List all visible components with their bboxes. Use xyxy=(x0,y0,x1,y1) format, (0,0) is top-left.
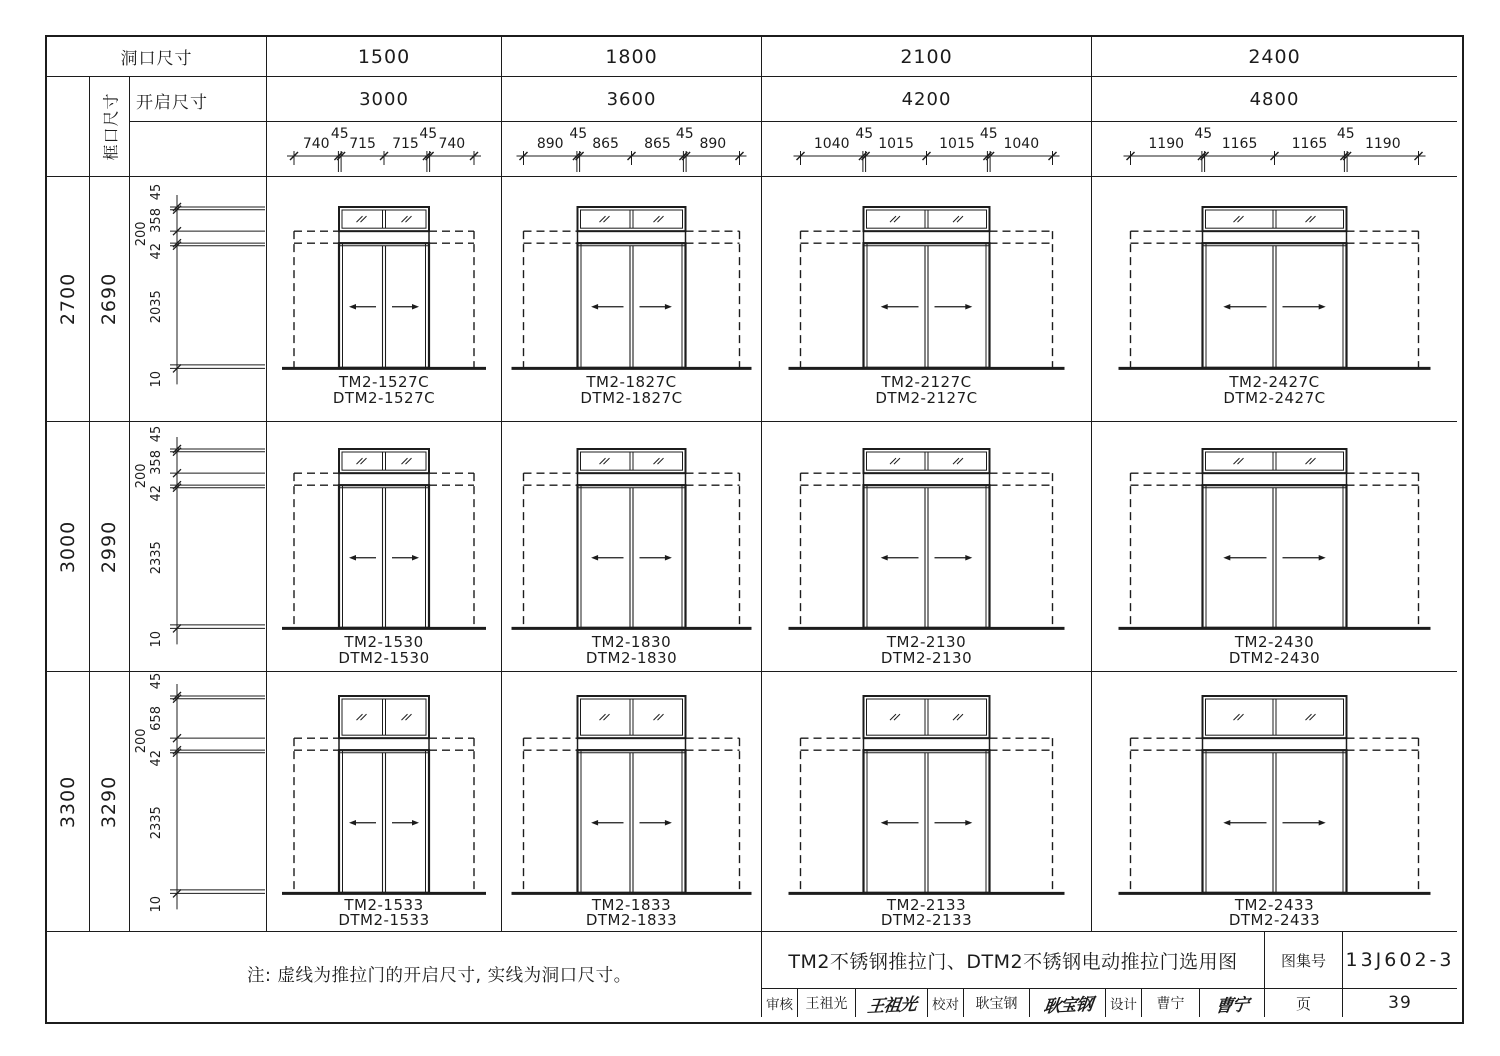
width-dim-drawing xyxy=(1092,122,1457,176)
open-value: 4200 xyxy=(901,88,952,110)
svg-text:10: 10 xyxy=(149,370,164,388)
door-cell xyxy=(502,422,762,672)
drawing-title xyxy=(762,932,1265,989)
dtm-model-label: DTM2-2430 xyxy=(1228,649,1321,667)
open-size-col-4 xyxy=(1092,77,1457,122)
svg-text:1015: 1015 xyxy=(878,136,914,152)
door-cell xyxy=(502,672,762,932)
dtm-model-label: DTM2-2127C xyxy=(875,389,978,407)
tm-model-label: TM2-2127C xyxy=(881,373,972,391)
hole-value: 2400 xyxy=(1248,45,1301,68)
width-dim-drawing xyxy=(762,122,1091,176)
svg-text:358: 358 xyxy=(149,450,164,475)
hole-size-label: 洞口尺寸 xyxy=(120,49,193,69)
tm-model-label: TM2-1833 xyxy=(591,896,672,914)
door-elevation-drawing xyxy=(267,672,501,931)
svg-text:45: 45 xyxy=(979,126,998,142)
door-cell xyxy=(762,422,1092,672)
row-frame-size xyxy=(47,422,90,672)
proof-signature-text: 耿宝钢 xyxy=(1041,994,1093,1017)
svg-text:45: 45 xyxy=(569,126,588,142)
review-name-text: 王祖光 xyxy=(805,996,848,1012)
review-label xyxy=(762,989,798,1017)
svg-text:10: 10 xyxy=(149,895,164,913)
svg-text:1165: 1165 xyxy=(1221,136,1258,152)
svg-text:45: 45 xyxy=(149,425,164,443)
svg-text:1190: 1190 xyxy=(1148,136,1185,152)
atlas-label-text: 图集号 xyxy=(1280,951,1326,970)
tm-model-label: TM2-2427C xyxy=(1229,373,1320,391)
svg-text:740: 740 xyxy=(302,136,330,152)
tm-model-label: TM2-1827C xyxy=(586,373,677,391)
design-signature-text: 曹宁 xyxy=(1214,994,1250,1017)
review-signature xyxy=(856,989,928,1017)
svg-text:45: 45 xyxy=(675,126,694,142)
review-signature-text: 王祖光 xyxy=(865,994,917,1017)
door-elevation-drawing xyxy=(502,672,761,931)
svg-text:1015: 1015 xyxy=(939,136,975,152)
width-dim-strip-col-1 xyxy=(267,122,502,177)
hole-size-col-4 xyxy=(1092,37,1457,77)
door-cell xyxy=(762,177,1092,422)
proof-name-text: 耿宝钢 xyxy=(975,996,1018,1012)
svg-text:1040: 1040 xyxy=(1003,136,1040,152)
hole-size-col-2 xyxy=(502,37,762,77)
width-dim-drawing xyxy=(267,122,501,176)
row-frame-inner-size xyxy=(90,422,130,672)
frame-inner-value: 3290 xyxy=(98,775,121,828)
note-cell xyxy=(47,932,762,1017)
note-text: 注: 虚线为推拉门的开启尺寸, 实线为洞口尺寸。 xyxy=(247,966,632,986)
atlas-number-label xyxy=(1265,932,1343,989)
hole-value: 1800 xyxy=(605,45,658,68)
svg-text:200: 200 xyxy=(134,463,149,489)
frame-size-value: 3300 xyxy=(57,775,80,828)
sheet-border xyxy=(45,35,1464,1024)
dtm-model-label: DTM2-2427C xyxy=(1223,389,1326,407)
width-dim-strip-col-2 xyxy=(502,122,762,177)
svg-text:45: 45 xyxy=(149,183,164,201)
dtm-model-label: DTM2-2130 xyxy=(880,649,973,667)
svg-text:10: 10 xyxy=(149,630,164,648)
design-label xyxy=(1106,989,1142,1017)
door-cell xyxy=(1092,177,1457,422)
design-signature xyxy=(1200,989,1265,1017)
svg-text:45: 45 xyxy=(419,126,438,142)
height-dim-drawing xyxy=(130,177,266,421)
svg-text:1040: 1040 xyxy=(813,136,850,152)
open-size-col-2 xyxy=(502,77,762,122)
tm-model-label: TM2-2133 xyxy=(886,896,967,914)
dtm-model-label: DTM2-1833 xyxy=(585,911,678,929)
frame-size-value: 2700 xyxy=(57,272,80,326)
frame-size-header xyxy=(90,77,130,177)
svg-text:1165: 1165 xyxy=(1291,136,1328,152)
proof-signature xyxy=(1030,989,1106,1017)
svg-text:1190: 1190 xyxy=(1364,136,1401,152)
height-dim-strip-row-3 xyxy=(130,672,267,932)
door-cell xyxy=(502,177,762,422)
row-frame-inner-size xyxy=(90,177,130,422)
tm-model-label: TM2-2130 xyxy=(886,633,967,651)
svg-text:2035: 2035 xyxy=(149,290,164,324)
svg-text:200: 200 xyxy=(134,728,149,754)
open-size-col-1 xyxy=(267,77,502,122)
tm-model-label: TM2-2430 xyxy=(1234,633,1315,651)
page-label-text: 页 xyxy=(1295,994,1311,1013)
hole-size-col-1 xyxy=(267,37,502,77)
hole-size-header xyxy=(47,37,267,77)
drawing-title-text: TM2不锈钢推拉门、DTM2不锈钢电动推拉门选用图 xyxy=(788,950,1238,973)
review-name xyxy=(798,989,856,1017)
open-value: 3000 xyxy=(359,88,409,110)
dtm-model-label: DTM2-2433 xyxy=(1228,911,1321,929)
svg-text:865: 865 xyxy=(644,136,671,152)
design-name-text: 曹宁 xyxy=(1156,996,1185,1012)
door-cell xyxy=(1092,422,1457,672)
svg-text:45: 45 xyxy=(149,672,164,690)
height-dim-drawing xyxy=(130,672,266,931)
row-frame-size xyxy=(47,177,90,422)
row-frame-size xyxy=(47,672,90,932)
svg-text:42: 42 xyxy=(149,485,164,502)
tm-model-label: TM2-1533 xyxy=(344,896,424,914)
row-frame-inner-size xyxy=(90,672,130,932)
width-dim-strip-col-4 xyxy=(1092,122,1457,177)
frame-size-label: 框口尺寸 xyxy=(101,92,121,161)
header-dim-left-empty xyxy=(130,122,267,177)
svg-text:358: 358 xyxy=(149,208,164,233)
frame-inner-value: 2990 xyxy=(98,520,121,573)
proof-name xyxy=(964,989,1030,1017)
svg-text:200: 200 xyxy=(134,221,149,247)
tm-model-label: TM2-2433 xyxy=(1234,896,1315,914)
open-size-col-3 xyxy=(762,77,1092,122)
svg-text:2335: 2335 xyxy=(149,541,164,575)
svg-text:45: 45 xyxy=(1336,126,1355,142)
svg-text:45: 45 xyxy=(855,126,874,142)
hole-value: 2100 xyxy=(900,45,953,68)
atlas-number-value xyxy=(1343,932,1457,989)
svg-text:890: 890 xyxy=(536,136,564,152)
svg-text:715: 715 xyxy=(349,136,376,152)
open-size-header xyxy=(130,77,267,122)
svg-text:42: 42 xyxy=(149,750,164,767)
review-label-text: 审核 xyxy=(766,997,793,1013)
door-cell xyxy=(267,422,502,672)
svg-text:865: 865 xyxy=(592,136,619,152)
proof-label xyxy=(928,989,964,1017)
door-cell xyxy=(267,672,502,932)
open-size-label: 开启尺寸 xyxy=(136,93,208,113)
page-label xyxy=(1265,989,1343,1017)
door-elevation-drawing xyxy=(762,672,1091,931)
page-number xyxy=(1343,989,1457,1017)
design-label-text: 设计 xyxy=(1110,997,1137,1013)
dtm-model-label: DTM2-1830 xyxy=(585,649,678,667)
header-left-empty xyxy=(47,77,90,177)
tm-model-label: TM2-1530 xyxy=(344,633,424,651)
open-value: 3600 xyxy=(606,88,657,110)
dtm-model-label: DTM2-1827C xyxy=(580,389,683,407)
atlas-no-text: 13J602-3 xyxy=(1345,949,1455,971)
door-cell xyxy=(267,177,502,422)
door-cell xyxy=(762,672,1092,932)
dtm-model-label: DTM2-1527C xyxy=(332,389,436,407)
height-dim-strip-row-1 xyxy=(130,177,267,422)
svg-text:45: 45 xyxy=(330,126,349,142)
svg-text:42: 42 xyxy=(149,243,164,260)
hole-size-col-3 xyxy=(762,37,1092,77)
svg-text:2335: 2335 xyxy=(149,806,164,840)
svg-text:890: 890 xyxy=(699,136,727,152)
door-elevation-drawing xyxy=(1092,672,1457,931)
svg-text:45: 45 xyxy=(1194,126,1213,142)
frame-size-value: 3000 xyxy=(57,520,80,573)
title-block xyxy=(762,932,1457,1017)
height-dim-drawing xyxy=(130,422,266,671)
svg-text:715: 715 xyxy=(392,136,419,152)
door-cell xyxy=(1092,672,1457,932)
dtm-model-label: DTM2-1530 xyxy=(338,649,430,667)
page-number-text: 39 xyxy=(1388,993,1412,1013)
tm-model-label: TM2-1527C xyxy=(338,373,430,391)
width-dim-strip-col-3 xyxy=(762,122,1092,177)
proof-label-text: 校对 xyxy=(932,997,959,1013)
open-value: 4800 xyxy=(1249,88,1300,110)
dtm-model-label: DTM2-1533 xyxy=(338,911,430,929)
hole-value: 1500 xyxy=(357,45,411,68)
svg-text:658: 658 xyxy=(149,706,164,731)
width-dim-drawing xyxy=(502,122,761,176)
tm-model-label: TM2-1830 xyxy=(591,633,672,651)
height-dim-strip-row-2 xyxy=(130,422,267,672)
dtm-model-label: DTM2-2133 xyxy=(880,911,973,929)
svg-text:740: 740 xyxy=(438,136,466,152)
frame-inner-value: 2690 xyxy=(98,272,121,326)
design-name xyxy=(1142,989,1200,1017)
